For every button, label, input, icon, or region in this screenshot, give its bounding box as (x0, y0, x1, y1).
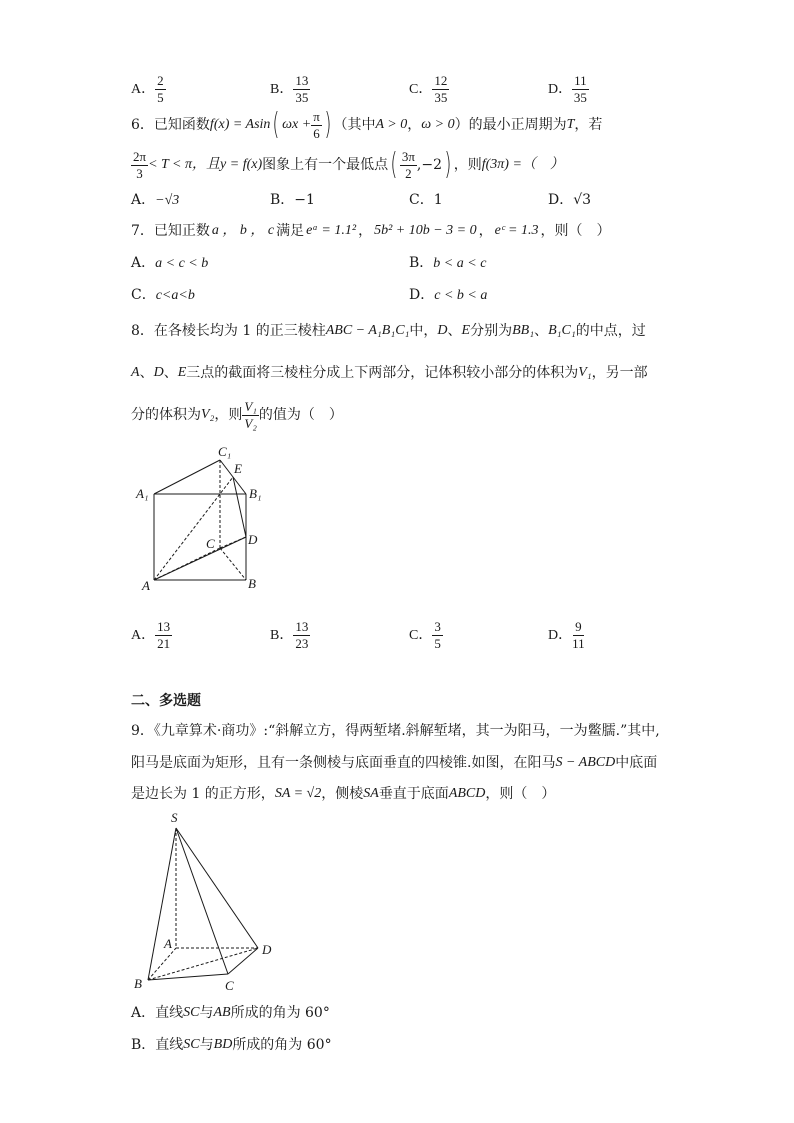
q7-option-c: C．c<a<b (131, 287, 195, 303)
edge-ab-hidden (148, 948, 176, 980)
q8-option-d: D． $\frac{9}{11}$ (548, 619, 585, 651)
label-c: C (225, 978, 234, 993)
fraction: $\frac{11}{35}$ (573, 73, 587, 105)
fraction: $\frac{2}{5}$ (157, 73, 164, 105)
label-b: B (248, 576, 256, 591)
label-b1: B₁ (249, 486, 262, 501)
q5-option-c: C． $\frac{12}{35}$ (409, 73, 448, 105)
q9-line3: 是边长为 1 的正方形， SA = √2 ，侧棱 SA 垂直于底面 ABCD ，则（ ） (131, 786, 556, 802)
label-a: A (164, 936, 172, 951)
label-d: D (248, 532, 258, 547)
q9-option-a: A．直线 SC 与 AB 所成的角为 60° (131, 1005, 330, 1021)
label-c: C (206, 536, 215, 551)
label-a: A (142, 578, 150, 593)
q6-option-a: A．−√3 (131, 192, 180, 208)
q9-line2: 阳马是底面为矩形，且有一条侧棱与底面垂直的四棱锥.如图，在阳马 S − ABCD 中底面 (131, 755, 658, 771)
edge-cb-hidden (220, 548, 246, 580)
q9-pyramid-figure (128, 808, 288, 998)
fraction: $\frac{9}{11}$ (572, 619, 585, 651)
q5-option-b: B． $\frac{13}{35}$ (270, 73, 309, 105)
fraction: $\frac{12}{35}$ (434, 73, 448, 105)
edge-sd (176, 828, 258, 948)
q8-line2: A 、 D 、 E 三点的截面将三棱柱分成上下两部分，记体积较小部分的体积为 V₁ ，另一部 (131, 365, 648, 381)
label-e: E (234, 461, 242, 476)
q8-option-b: B． $\frac{13}{23}$ (270, 619, 309, 651)
label-d: D (262, 942, 272, 957)
q6-line1: 6．已知函数 f (x) = Asin ( ωx + $\frac{\pi}{6}$ ) （其中 A > 0 ， ω > 0 ）的最小正周期为 T ，若 (131, 107, 603, 143)
q7-stem: 7．已知正数 a ， b ， c 满足 eᵃ = 1.1² ， 5b² + 10b − 3 = 0 ， eᶜ = 1.3 ，则（ ） (131, 223, 611, 239)
q8-option-c: C． $\frac{3}{5}$ (409, 619, 441, 651)
q7-option-b: B．b < a < c (409, 255, 487, 271)
q8-line3: 分的体积为 V₂ ，则 $\frac{\text{V₁}}{\text{V₂}}$ 的值为（ ） (131, 399, 343, 431)
edge-sc (176, 828, 228, 974)
edge-ae-hidden (154, 477, 233, 580)
pi-over-6: $\frac{\pi}{6}$ (313, 109, 320, 141)
q6-option-b: B．−1 (270, 192, 315, 208)
fraction: $\frac{3}{5}$ (434, 619, 441, 651)
q6-option-d: D．√3 (548, 192, 592, 208)
fraction: $\frac{13}{23}$ (295, 619, 309, 651)
q7-option-d: D．c < b < a (409, 287, 488, 303)
edge-ad (154, 537, 246, 580)
three-pi-over-2: $\frac{3\pi}{2}$ (401, 149, 415, 181)
v1-over-v2: $\frac{\text{V₁}}{\text{V₂}}$ (244, 399, 257, 431)
edge-a1c1 (154, 460, 220, 494)
edge-bd-hidden (148, 948, 258, 980)
fraction: $\frac{13}{21}$ (157, 619, 171, 651)
label-a1: A₁ (136, 486, 149, 501)
label-c1: C₁ (218, 444, 232, 459)
q7-option-a: A．a < c < b (131, 255, 209, 271)
fraction: $\frac{13}{35}$ (295, 73, 309, 105)
q8-line1: 8．在各棱长均为 1 的正三棱柱 ABC − A₁B₁C₁ 中， D 、 E 分别为 BB₁ 、 B₁C₁ 的中点，过 (131, 323, 646, 339)
edge-sb (148, 828, 176, 980)
section-heading: 二、多选题 (131, 693, 201, 709)
edge-cd (228, 948, 258, 974)
q8-prism-figure (130, 440, 270, 595)
q6-option-c: C．1 (409, 192, 443, 208)
q5-option-d: D． $\frac{11}{35}$ (548, 73, 587, 105)
q6-line2: $\frac{2\pi}{3}$ < T < π，且 y = f(x) 图象上有一个最低点 ( $\frac{3\pi}{2}$ ,−2 ) ，则 f(3π) =（ ） (133, 147, 564, 183)
label-b: B (134, 976, 142, 991)
two-pi-over-3: $\frac{2\pi}{3}$ (133, 149, 147, 181)
q8-option-a: A． $\frac{13}{21}$ (131, 619, 171, 651)
label-s: S (171, 810, 178, 825)
q5-option-a: A． $\frac{2}{5}$ (131, 73, 164, 105)
q9-line1: 9．《九章算术·商功》:“斜解立方，得两堑堵.斜解堑堵，其一为阳马，一为鳖臑.”其中, (131, 723, 660, 739)
q9-option-b: B．直线 SC 与 BD 所成的角为 60° (131, 1037, 332, 1053)
